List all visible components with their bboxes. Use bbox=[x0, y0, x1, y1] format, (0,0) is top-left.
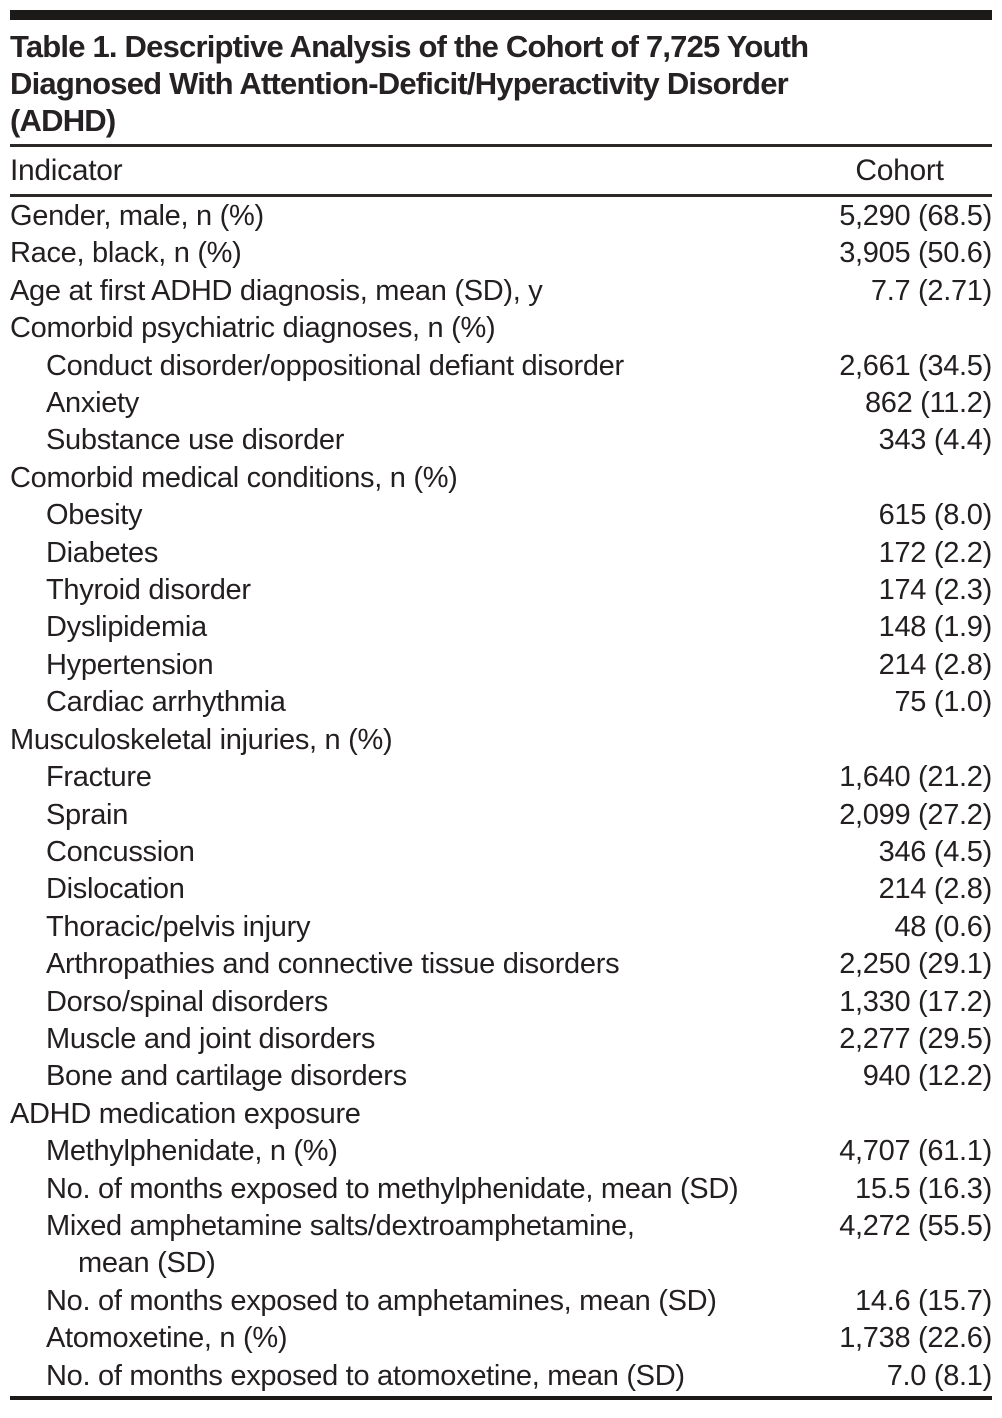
row-label: Diabetes bbox=[46, 536, 159, 569]
row-value: 4,707 (61.1) bbox=[839, 1135, 992, 1168]
row-label: Methylphenidate, n (%) bbox=[46, 1135, 338, 1168]
table-row bbox=[10, 1171, 992, 1208]
row-value: 2,099 (27.2) bbox=[839, 798, 992, 831]
row-label: Fracture bbox=[46, 761, 152, 794]
table-row bbox=[10, 1133, 992, 1170]
table-row bbox=[10, 460, 992, 497]
row-value: 3,905 (50.6) bbox=[839, 237, 992, 270]
row-value: 4,272 (55.5) bbox=[839, 1209, 992, 1242]
column-header-indicator: Indicator bbox=[10, 153, 123, 187]
row-value: 214 (2.8) bbox=[878, 648, 992, 681]
table-title-line-3: (ADHD) bbox=[10, 103, 116, 138]
row-value: 75 (1.0) bbox=[894, 686, 992, 719]
row-value: 14.6 (15.7) bbox=[855, 1284, 992, 1317]
row-label: Mixed amphetamine salts/dextroamphetamine, mean (SD) bbox=[10, 1208, 635, 1283]
table-row bbox=[10, 834, 992, 871]
row-value: 862 (11.2) bbox=[864, 387, 992, 420]
table-title-line-1: Table 1. Descriptive Analysis of the Cohort of 7,725 Youth bbox=[10, 29, 809, 64]
table-row bbox=[10, 1208, 992, 1283]
table-row bbox=[10, 684, 992, 721]
row-value: 1,738 (22.6) bbox=[839, 1322, 992, 1355]
table-row bbox=[10, 909, 992, 946]
row-value bbox=[807, 722, 992, 759]
table-row bbox=[10, 1021, 992, 1058]
row-label: Conduct disorder/oppositional defiant disorder bbox=[46, 349, 624, 382]
table-row bbox=[10, 273, 992, 310]
row-label: Concussion bbox=[46, 835, 195, 868]
row-label: Thoracic/pelvis injury bbox=[46, 910, 311, 943]
column-header-cohort: Cohort bbox=[855, 153, 944, 187]
row-label: Comorbid psychiatric diagnoses, n (%) bbox=[10, 312, 496, 345]
row-value: 7.7 (2.71) bbox=[870, 274, 992, 307]
table-row bbox=[10, 1358, 992, 1395]
table-row bbox=[10, 198, 992, 235]
row-value: 1,640 (21.2) bbox=[839, 761, 992, 794]
row-value: 2,277 (29.5) bbox=[839, 1022, 992, 1055]
row-label: Atomoxetine, n (%) bbox=[46, 1322, 288, 1355]
row-label-continuation: mean (SD) bbox=[78, 1247, 216, 1280]
row-label: Dorso/spinal disorders bbox=[46, 985, 328, 1018]
row-value: 174 (2.3) bbox=[878, 574, 992, 607]
table-header-row bbox=[10, 147, 992, 194]
row-value: 346 (4.5) bbox=[878, 835, 992, 868]
row-label: Dyslipidemia bbox=[46, 611, 207, 644]
row-value: 615 (8.0) bbox=[878, 499, 992, 532]
row-value: 7.0 (8.1) bbox=[886, 1359, 992, 1392]
row-value: 2,661 (34.5) bbox=[839, 349, 992, 382]
row-label: No. of months exposed to atomoxetine, mean (SD) bbox=[46, 1359, 685, 1392]
bottom-rule bbox=[10, 1396, 992, 1400]
row-value: 172 (2.2) bbox=[878, 536, 992, 569]
row-label: Anxiety bbox=[46, 387, 139, 420]
table-row bbox=[10, 797, 992, 834]
row-value bbox=[807, 460, 992, 497]
row-value bbox=[807, 310, 992, 347]
table-row bbox=[10, 385, 992, 422]
table-row bbox=[10, 871, 992, 908]
row-label: Obesity bbox=[46, 499, 143, 532]
table-row bbox=[10, 647, 992, 684]
table-title-line-2: Diagnosed With Attention-Deficit/Hyperactivity Disorder bbox=[10, 66, 788, 101]
table-row bbox=[10, 310, 992, 347]
row-label: ADHD medication exposure bbox=[10, 1097, 361, 1130]
row-label: Age at first ADHD diagnosis, mean (SD), y bbox=[10, 274, 543, 307]
table-row bbox=[10, 235, 992, 272]
row-label: Sprain bbox=[46, 798, 129, 831]
table-row bbox=[10, 1096, 992, 1133]
row-label: Hypertension bbox=[46, 648, 214, 681]
row-label: No. of months exposed to amphetamines, mean (SD) bbox=[46, 1284, 717, 1317]
table-row bbox=[10, 1283, 992, 1320]
table-body bbox=[10, 197, 992, 1395]
row-value: 15.5 (16.3) bbox=[855, 1172, 992, 1205]
row-value bbox=[807, 1096, 992, 1133]
table-row bbox=[10, 759, 992, 796]
row-label: Musculoskeletal injuries, n (%) bbox=[10, 723, 393, 756]
table-row bbox=[10, 348, 992, 385]
table-row bbox=[10, 535, 992, 572]
row-label: Bone and cartilage disorders bbox=[46, 1060, 407, 1093]
table-top-bar bbox=[10, 10, 992, 20]
table-row bbox=[10, 722, 992, 759]
row-value: 343 (4.4) bbox=[878, 424, 992, 457]
table-title bbox=[10, 28, 992, 139]
table-row bbox=[10, 1058, 992, 1095]
table-row bbox=[10, 497, 992, 534]
row-label: Substance use disorder bbox=[46, 424, 345, 457]
row-label: Dislocation bbox=[46, 873, 185, 906]
row-value: 1,330 (17.2) bbox=[839, 985, 992, 1018]
table-row bbox=[10, 984, 992, 1021]
row-label: Gender, male, n (%) bbox=[10, 200, 264, 232]
table-row bbox=[10, 609, 992, 646]
row-label: No. of months exposed to methylphenidate, mean (SD) bbox=[46, 1172, 739, 1205]
row-label: Race, black, n (%) bbox=[10, 237, 242, 270]
table-row bbox=[10, 422, 992, 459]
row-value: 148 (1.9) bbox=[878, 611, 992, 644]
row-value: 214 (2.8) bbox=[878, 873, 992, 906]
row-value: 2,250 (29.1) bbox=[839, 948, 992, 981]
row-label: Comorbid medical conditions, n (%) bbox=[10, 461, 458, 494]
row-label: Muscle and joint disorders bbox=[46, 1022, 376, 1055]
table-row bbox=[10, 1320, 992, 1357]
row-value: 48 (0.6) bbox=[894, 910, 992, 943]
table-row bbox=[10, 946, 992, 983]
row-label: Cardiac arrhythmia bbox=[46, 686, 286, 719]
row-value: 5,290 (68.5) bbox=[839, 200, 992, 232]
row-label: Arthropathies and connective tissue disorders bbox=[46, 948, 620, 981]
row-value: 940 (12.2) bbox=[862, 1060, 992, 1093]
table-row bbox=[10, 572, 992, 609]
row-label: Thyroid disorder bbox=[46, 574, 251, 607]
